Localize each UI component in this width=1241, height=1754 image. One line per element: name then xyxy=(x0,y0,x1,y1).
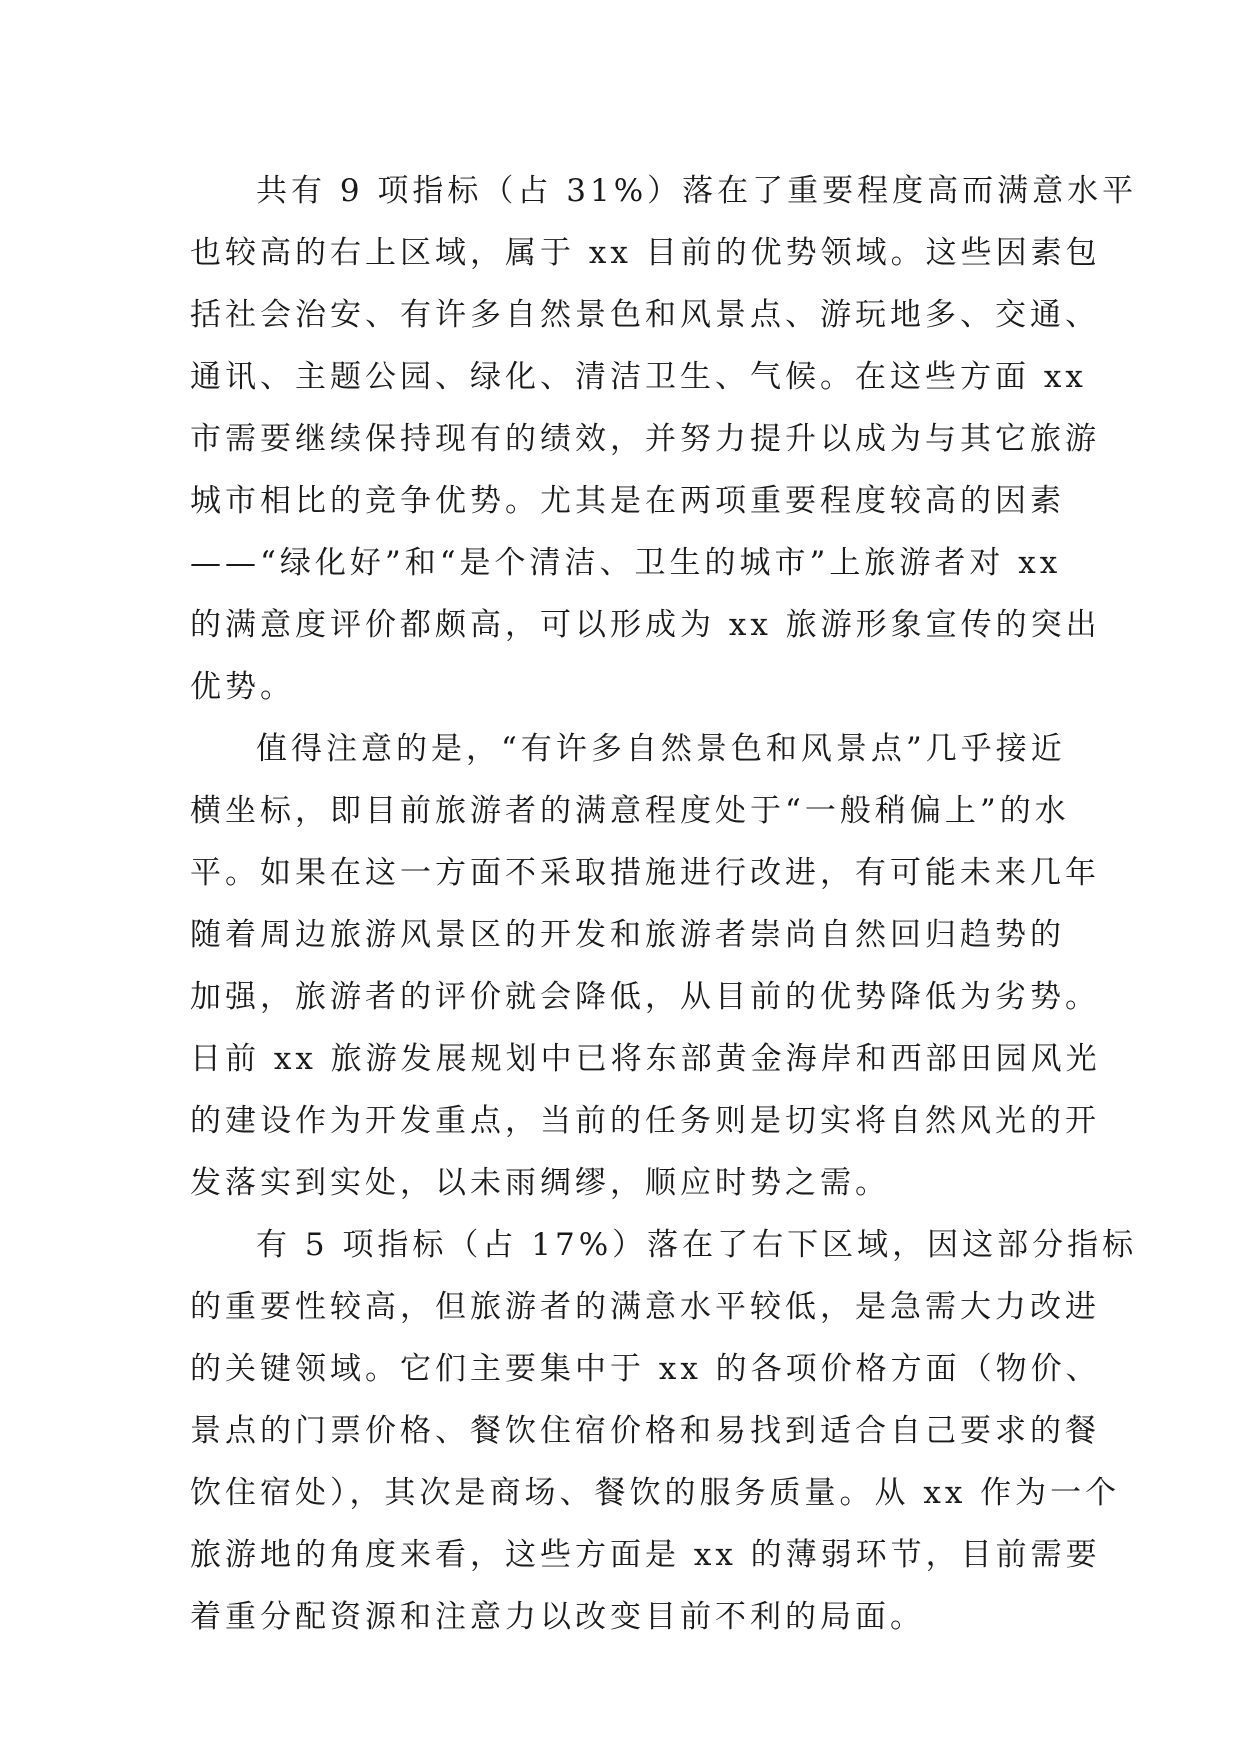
text-line: 的满意度评价都颇高，可以形成为 xx 旅游形象宣传的突出 xyxy=(190,607,1101,643)
text-line: 平。如果在这一方面不采取措施进行改进，有可能未来几年 xyxy=(190,855,1100,891)
text-line: 优势。 xyxy=(190,669,295,705)
paragraph-1 xyxy=(190,160,1138,718)
text-line: 发落实到实处，以未雨绸缪，顺应时势之需。 xyxy=(190,1165,890,1201)
paragraph-3 xyxy=(190,1214,1138,1648)
text-line: 括社会治安、有许多自然景色和风景点、游玩地多、交通、 xyxy=(190,297,1100,333)
text-line: 着重分配资源和注意力以改变目前不利的局面。 xyxy=(190,1599,925,1635)
text-line: 也较高的右上区域，属于 xx 目前的优势领域。这些因素包 xyxy=(190,235,1101,271)
text-line: 有 5 项指标（占 17%）落在了右下区域，因这部分指标 xyxy=(256,1227,1138,1263)
text-line: 横坐标，即目前旅游者的满意程度处于“一般稍偏上”的水 xyxy=(190,793,1070,829)
text-line: 景点的门票价格、餐饮住宿价格和易找到适合自己要求的餐 xyxy=(190,1413,1100,1449)
text-line: 随着周边旅游风景区的开发和旅游者崇尚自然回归趋势的 xyxy=(190,917,1065,953)
text-line: 通讯、主题公园、绿化、清洁卫生、气候。在这些方面 xx xyxy=(190,359,1087,395)
text-line: 共有 9 项指标（占 31%）落在了重要程度高而满意水平 xyxy=(256,173,1138,209)
text-line: 城市相比的竞争优势。尤其是在两项重要程度较高的因素 xyxy=(190,483,1065,519)
paragraph-2 xyxy=(190,718,1101,1214)
text-line: 的建设作为开发重点，当前的任务则是切实将自然风光的开 xyxy=(190,1103,1100,1139)
text-line: 市需要继续保持现有的绩效，并努力提升以成为与其它旅游 xyxy=(190,421,1100,457)
text-line: 加强，旅游者的评价就会降低，从目前的优势降低为劣势。 xyxy=(190,979,1100,1015)
text-line: 的重要性较高，但旅游者的满意水平较低，是急需大力改进 xyxy=(190,1289,1100,1325)
text-line: ——“绿化好”和“是个清洁、卫生的城市”上旅游者对 xx xyxy=(190,545,1062,581)
document-page xyxy=(190,160,1138,1648)
text-line: 日前 xx 旅游发展规划中已将东部黄金海岸和西部田园风光 xyxy=(190,1041,1101,1077)
text-line: 值得注意的是，“有许多自然景色和风景点”几乎接近 xyxy=(256,731,1066,767)
text-line: 旅游地的角度来看，这些方面是 xx 的薄弱环节，目前需要 xyxy=(190,1537,1101,1573)
text-line: 的关键领域。它们主要集中于 xx 的各项价格方面（物价、 xyxy=(190,1351,1101,1387)
text-line: 饮住宿处），其次是商场、餐饮的服务质量。从 xx 作为一个 xyxy=(190,1475,1121,1511)
